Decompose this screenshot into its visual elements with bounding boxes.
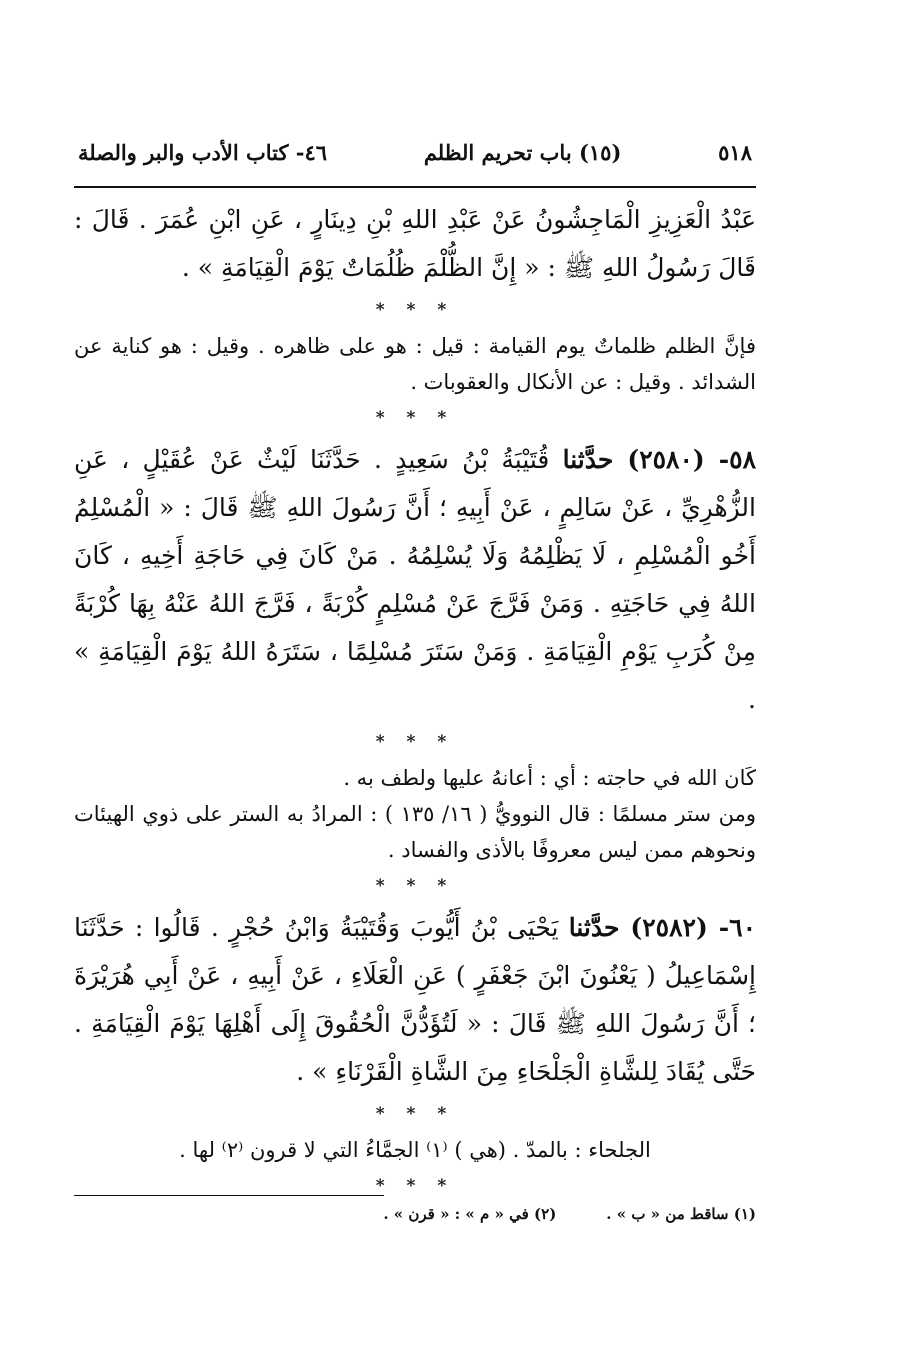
page-header	[74, 140, 756, 188]
separator: * * *	[375, 1104, 455, 1124]
chapter-title: (١٥) باب تحريم الظلم	[423, 140, 622, 165]
separator: * * *	[375, 1176, 455, 1196]
footnote-2: (٢) في « م » : « قرن » .	[383, 1205, 557, 1223]
footnotes	[74, 1205, 756, 1223]
commentary: فإنَّ الظلم ظلماتٌ يوم القيامة : قيل : هو على ظاهره . وقيل : هو كناية عن الشدائد . وقيل : عن الأنكال والعقوبات .	[74, 334, 756, 394]
hadith-text: قُتَيْبَةُ بْنُ سَعِيدٍ . حَدَّثَنَا لَيْثٌ عَنْ عُقَيْلٍ ، عَنِ الزُّهْرِيِّ ، عَنْ سَالِمٍ ، عَنْ أَبِيهِ ؛ أَنَّ رَسُولَ اللهِ ﷺ قَالَ : « الْمُسْلِمُ أَخُو الْمُسْلِمِ ، لَا يَظْلِمُهُ وَلَا يُسْلِمُهُ . مَنْ كَانَ فِي حَاجَةِ أَخِيهِ ، كَانَ اللهُ فِي حَاجَتِهِ . وَمَنْ فَرَّجَ عَنْ مُسْلِمٍ كُرْبَةً ، فَرَّجَ اللهُ عَنْهُ بِهَا كُرْبَةً مِنْ كُرَبِ يَوْمِ الْقِيَامَةِ . وَمَنْ سَتَرَ مُسْلِمًا ، سَتَرَهُ اللهُ يَوْمَ الْقِيَامَةِ » .	[74, 445, 756, 714]
hadith-58	[74, 436, 756, 724]
commentary: ومن ستر مسلمًا : قال النوويُّ ( ١٦/ ١٣٥ ) : المرادُ به الستر على ذوي الهيئات ونحوهم ممن ليس معروفًا بالأذى والفساد .	[74, 802, 756, 862]
separator: * * *	[375, 732, 455, 752]
book-page	[74, 140, 756, 1320]
commentary: كَان الله في حاجته : أي : أعانهُ عليها ولطف به .	[343, 766, 756, 790]
footnote-1: (١) ساقط من « ب » .	[606, 1205, 756, 1223]
hadith-number: ٦٠- (٢٥٨٢) حدَّثنا	[568, 913, 756, 942]
page-number: ٥١٨	[718, 140, 752, 165]
hadith-text: عَبْدُ الْعَزِيزِ الْمَاجِشُونُ عَنْ عَبْدِ اللهِ بْنِ دِينَارٍ ، عَنِ ابْنِ عُمَرَ . قَالَ : قَالَ رَسُولُ اللهِ ﷺ : « إِنَّ الظُّلْمَ ظُلُمَاتٌ يَوْمَ الْقِيَامَةِ » .	[74, 205, 756, 282]
footnote-divider	[74, 1195, 384, 1196]
hadith-text: يَحْيَى بْنُ أَيُّوبَ وَقُتَيْبَةُ وَابْنُ حُجْرٍ . قَالُوا : حَدَّثَنَا إِسْمَاعِيلُ ( يَعْنُونَ ابْنَ جَعْفَرٍ ) عَنِ الْعَلَاءِ ، عَنْ أَبِيهِ ، عَنْ أَبِي هُرَيْرَةَ ؛ أَنَّ رَسُولَ اللهِ ﷺ قَالَ : « لَتُؤَدُّنَّ الْحُقُوقَ إِلَى أَهْلِهَا يَوْمَ الْقِيَامَةِ . حَتَّى يُقَادَ لِلشَّاةِ الْجَلْحَاءِ مِنَ الشَّاةِ الْقَرْنَاءِ » .	[74, 913, 756, 1086]
commentary: الجلحاء : بالمدّ . (هي ) ⁽١⁾ الجمَّاءُ التي لا قرون ⁽٢⁾ لها .	[179, 1138, 651, 1162]
hadith-number: ٥٨- (٢٥٨٠) حدَّثنا	[562, 445, 756, 474]
separator: * * *	[375, 300, 455, 320]
book-title: ٤٦- كتاب الأدب والبر والصلة	[78, 140, 328, 165]
separator: * * *	[375, 876, 455, 896]
separator: * * *	[375, 408, 455, 428]
hadith-60	[74, 904, 756, 1096]
